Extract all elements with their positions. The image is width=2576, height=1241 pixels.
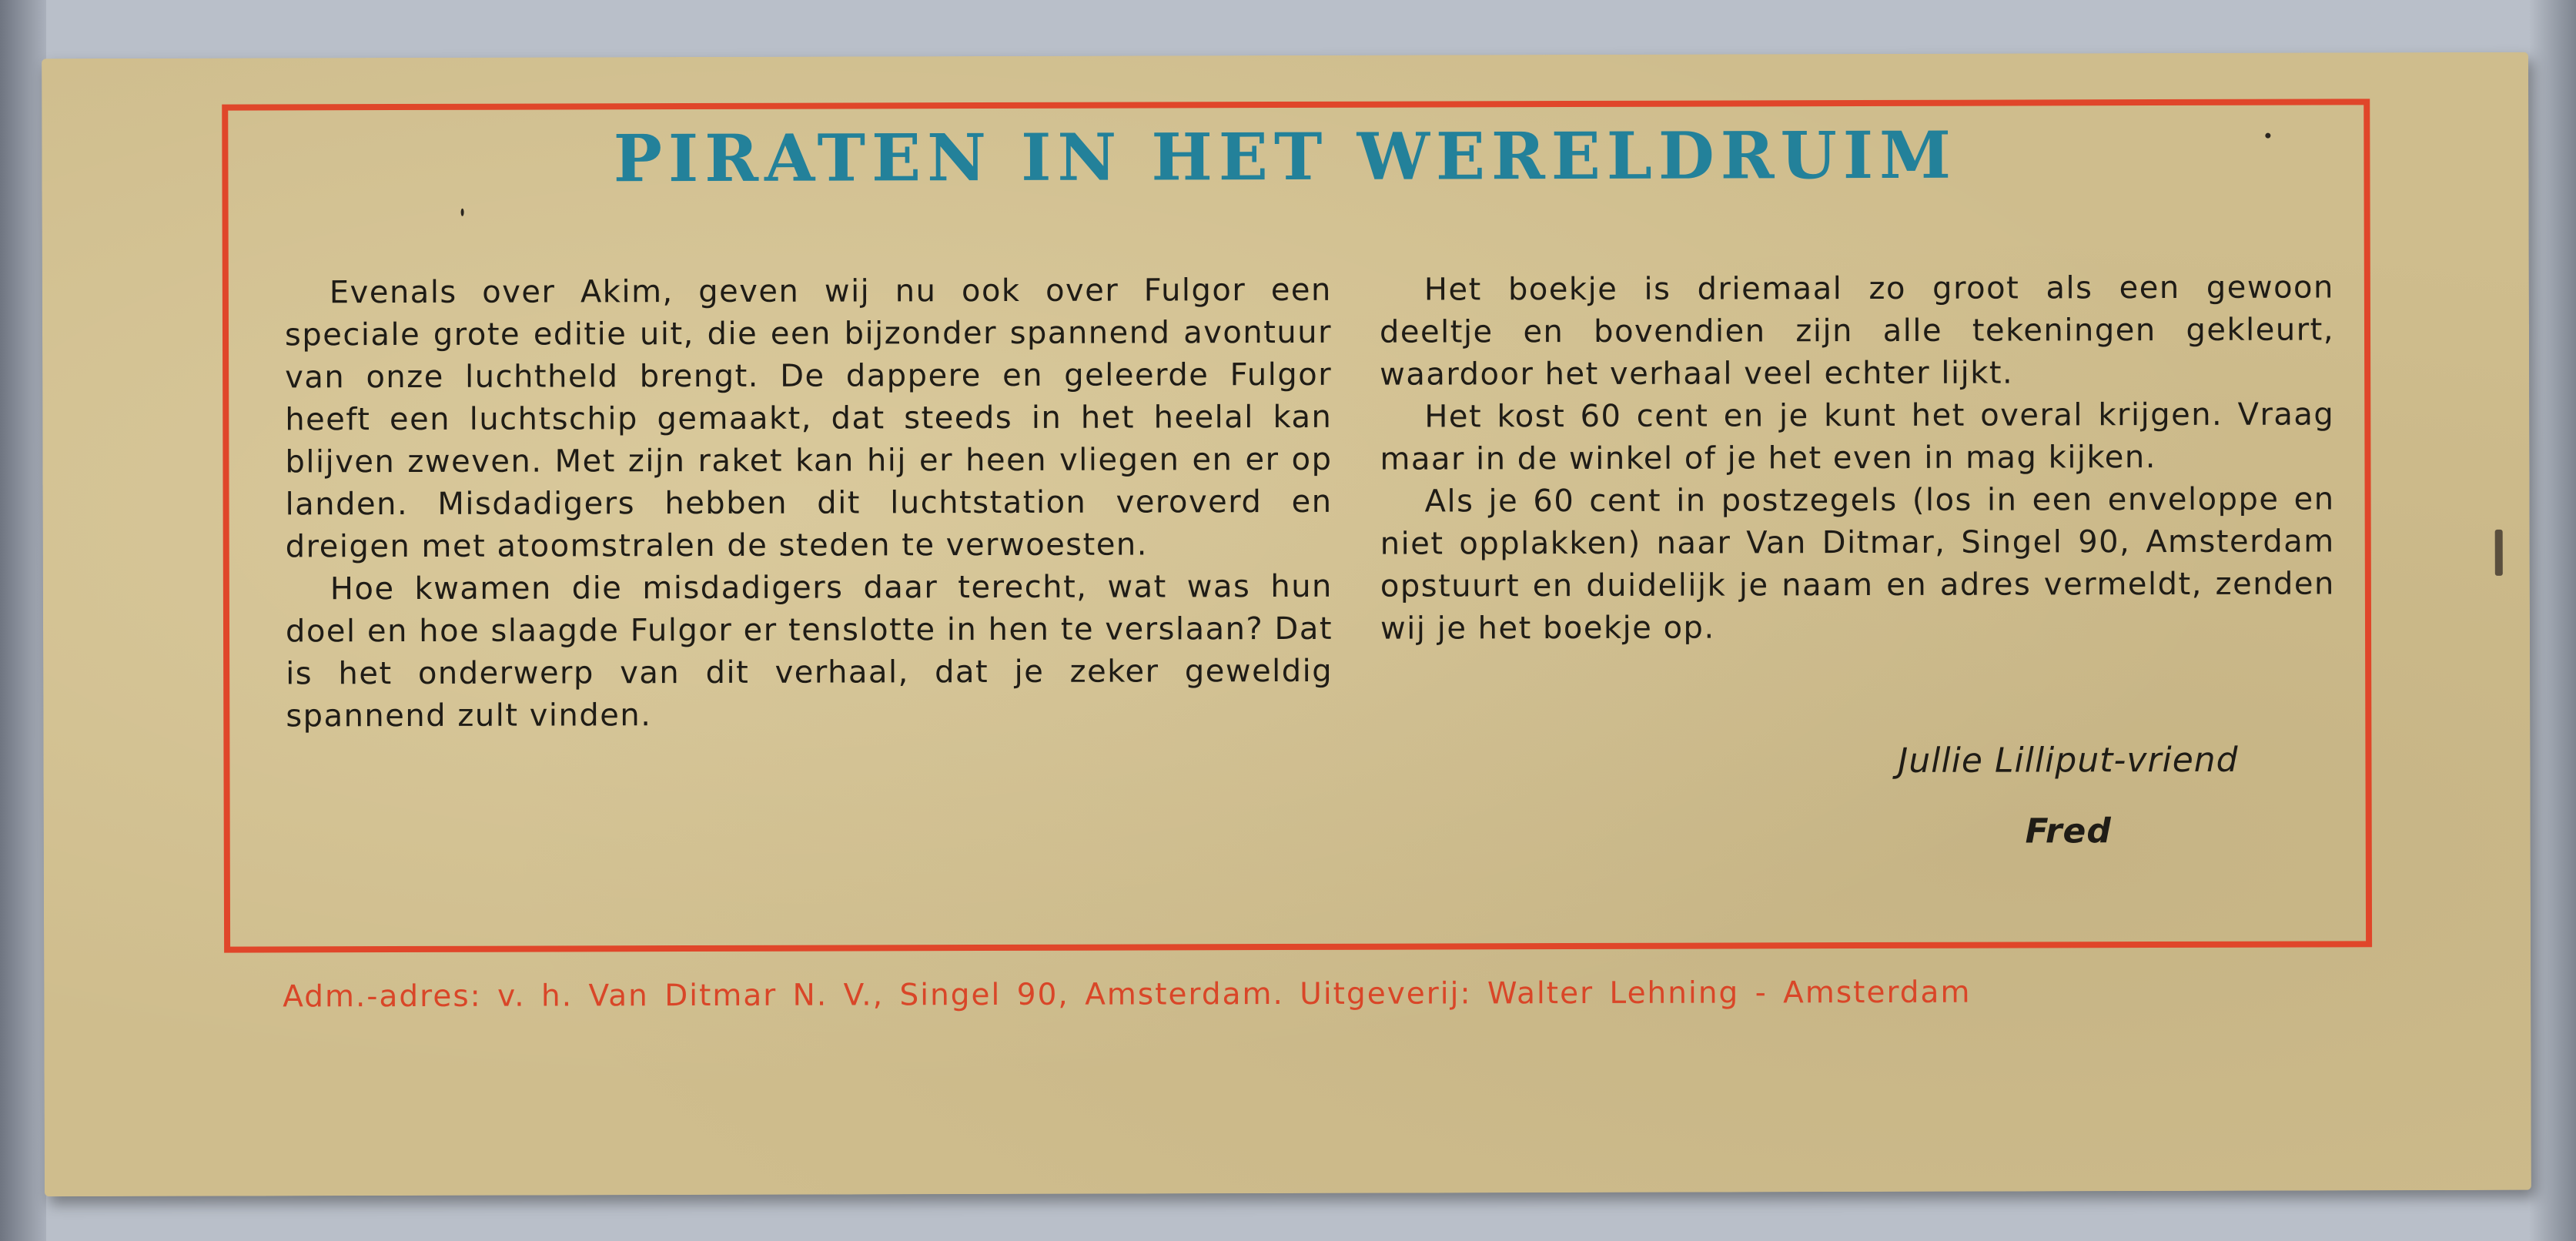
paper-speck	[461, 209, 464, 216]
paper-speck	[2265, 133, 2270, 139]
signature-name: Fred	[2025, 811, 2112, 851]
left-text-column	[285, 269, 1333, 738]
page-title: PIRATEN IN HET WERELDRUIM	[613, 116, 1958, 197]
background-right-shadow	[2530, 0, 2576, 1241]
left-paragraph-2: Hoe kwamen die misdadigers daar terecht, wat was hun doel en hoe slaagde Fulgor er tenslotte in hen te verslaan? Dat is het onderwerp van dit verhaal, dat je zeker geweldig spannend zult vinden.	[285, 568, 1333, 734]
paper-scuff	[2495, 530, 2503, 576]
booklet-back-cover	[42, 52, 2531, 1196]
signature-greeting: Jullie Lilliput-vriend	[1898, 740, 2239, 781]
publisher-address-footer: Adm.-adres: v. h. Van Ditmar N. V., Singel 90, Amsterdam. Uitgeverij: Walter Lehning - Amsterdam	[283, 975, 1972, 1015]
right-paragraph-2: Het kost 60 cent en je kunt het overal krijgen. Vraag maar in de winkel of je het even in mag kijken.	[1380, 396, 2335, 477]
right-text-column	[1380, 266, 2335, 650]
right-paragraph-3: Als je 60 cent in postzegels (los in een enveloppe en niet opplakken) naar Van Ditmar, Singel 90, Amsterdam opstuurt en duidelijk je naam en adres vermeldt, zenden wij je het boekje op.	[1380, 481, 2335, 647]
right-paragraph-1: Het boekje is driemaal zo groot als een gewoon deeltje en bovendien zijn alle tekeningen gekleurt, waardoor het verhaal veel echter lijkt.	[1379, 269, 2335, 393]
left-paragraph-1: Evenals over Akim, geven wij nu ook over Fulgor een speciale grote editie uit, die een bijzonder spannend avontuur van onze luchtheld brengt. De dappere en geleerde Fulgor heeft een luchtschip gemaakt, dat steeds in het heelal kan blijven zweven. Met zijn raket kan hij er heen vliegen en er op landen. Misdadigers hebben dit luchtstation veroverd en dreigen met atoomstralen de steden te verwoesten.	[284, 272, 1333, 565]
background-left-shadow	[0, 0, 46, 1241]
